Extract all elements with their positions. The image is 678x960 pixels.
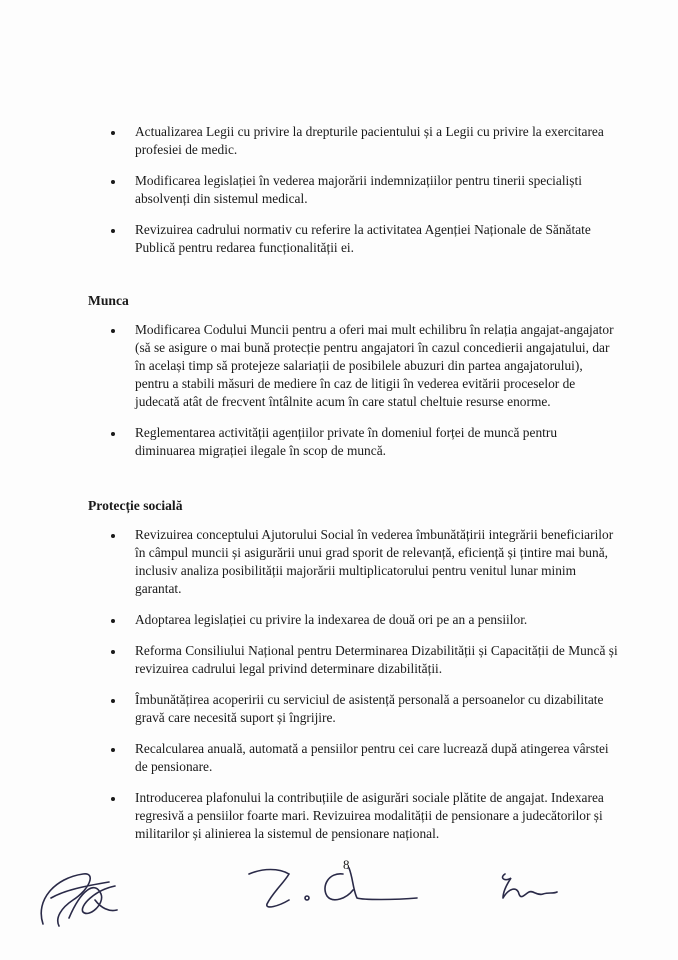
- list-item: Modificarea Codului Muncii pentru a oferi mai mult echilibru în relația angajat-angajator (să se asigure o mai bună protecție pentru angajatori în cazul concedierii angajatului, dar în același timp să protejeze salariații de posibilele abuzuri din partea angajatorului), pentru a stabili măsuri de mediere în caz de litigii în vederea evitării proceselor de judecată atât de frecvent întâlnite acum în care statul cheltuie resurse enorme.: [115, 321, 620, 411]
- section-heading-munca: Munca: [88, 293, 129, 308]
- list-item: Revizuirea cadrului normativ cu referire la activitatea Agenției Naționale de Sănătate Publică pentru redarea funcționalității ei.: [115, 221, 620, 257]
- signature-3: [495, 868, 560, 908]
- page-number: 8: [343, 857, 350, 872]
- list-item: Actualizarea Legii cu privire la drepturile pacientului și a Legii cu privire la exercitarea profesiei de medic.: [115, 123, 620, 159]
- bullet-list-health: [115, 123, 620, 270]
- list-item: Îmbunătățirea acoperirii cu serviciul de asistență personală a persoanelor cu dizabilitate gravă care necesită suport și îngrijire.: [115, 691, 620, 727]
- list-item: Modificarea legislației în vederea majorării indemnizațiilor pentru tinerii specialiști absolvenți din sistemul medical.: [115, 172, 620, 208]
- bullet-list-munca: [115, 321, 620, 473]
- list-item: Adoptarea legislației cu privire la indexarea de două ori pe an a pensiilor.: [115, 611, 620, 629]
- section-heading-protectie-sociala: Protecție socială: [88, 498, 183, 513]
- list-item: Recalcularea anuală, automată a pensiilor pentru cei care lucrează după atingerea vârstei de pensionare.: [115, 740, 620, 776]
- signature-2: [245, 860, 420, 915]
- list-item: Reforma Consiliului Național pentru Determinarea Dizabilității și Capacității de Muncă și revizuirea cadrului legal privind determinare dizabilității.: [115, 642, 620, 678]
- list-item: Revizuirea conceptului Ajutorului Social în vederea îmbunătățirii integrării beneficiarilor în câmpul muncii și asigurării unui grad sporit de relevanță, eficiență și țintire mai bună, inclusiv analiza posibilității majorării multiplicatorului pentru venitul lunar minim garantat.: [115, 526, 620, 598]
- list-item: Introducerea plafonului la contribuțiile de asigurări sociale plătite de angajat. Indexarea regresivă a pensiilor foarte mari. Revizuirea modalității de pensionare a judecătorilor și militarilor și alinierea la sistemul de pensionare național.: [115, 789, 620, 843]
- bullet-list-protectie-sociala: [115, 526, 620, 856]
- list-item: Reglementarea activității agențiilor private în domeniul forței de muncă pentru diminuarea migrației ilegale în scop de muncă.: [115, 424, 620, 460]
- signature-1: [25, 860, 125, 935]
